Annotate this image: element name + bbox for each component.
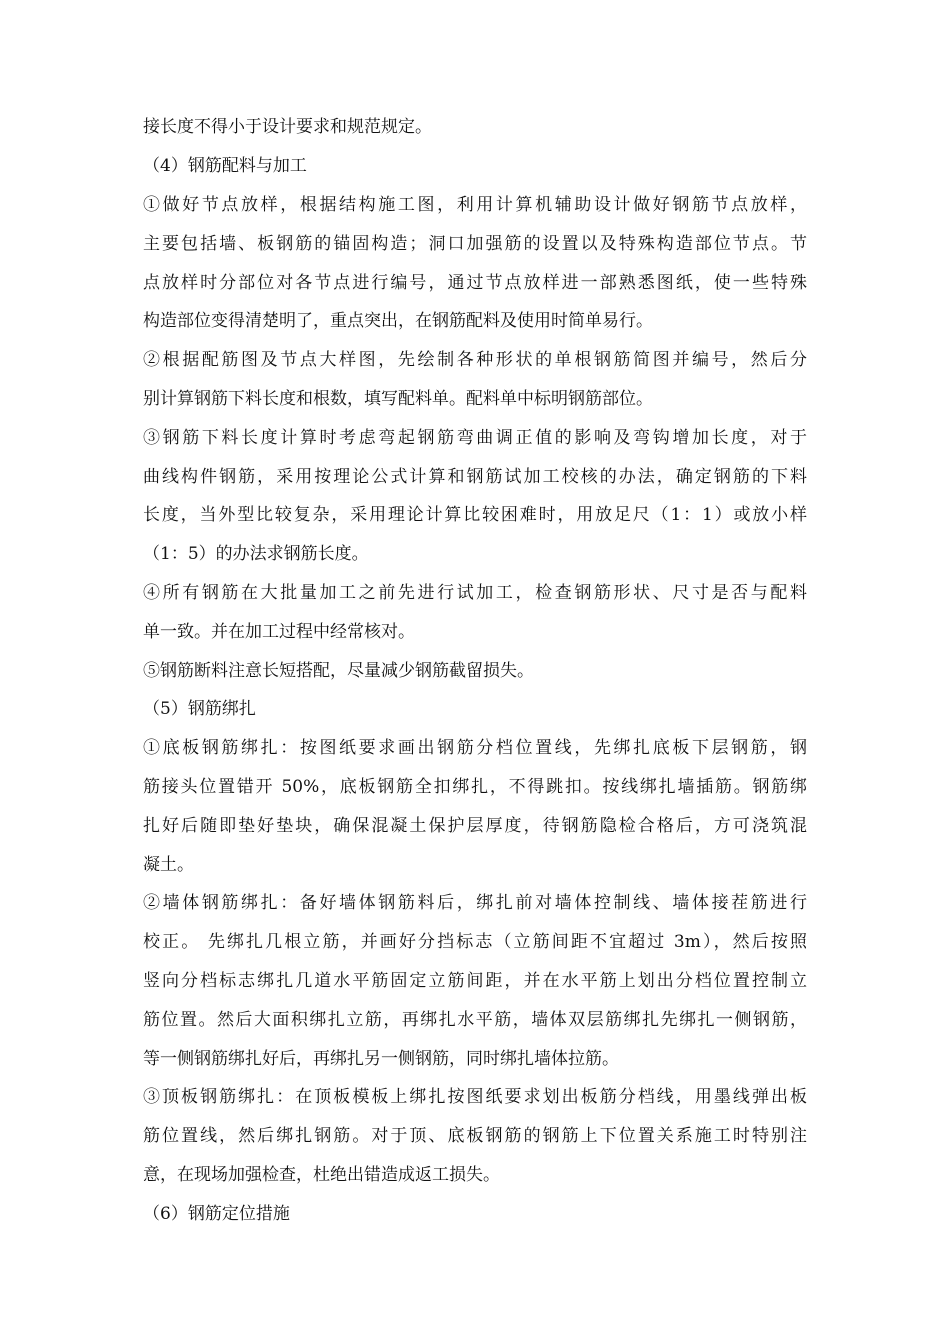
text-line: （1：5）的办法求钢筋长度。 — [143, 544, 369, 564]
text-line: ①做好节点放样，根据结构施工图，利用计算机辅助设计做好钢筋节点放样， — [143, 195, 807, 215]
text-line: 扎好后随即垫好垫块，确保混凝土保护层厚度，待钢筋隐检合格后，方可浇筑混 — [143, 816, 807, 836]
text-line: 校正。 先绑扎几根立筋，并画好分挡标志（立筋间距不宜超过 3m），然后按照 — [143, 932, 807, 952]
text-line: 单一致。并在加工过程中经常核对。 — [143, 622, 415, 642]
section-heading: （4）钢筋配料与加工 — [143, 156, 307, 176]
text-line: ③顶板钢筋绑扎：在顶板模板上绑扎按图纸要求划出板筋分档线，用墨线弹出板 — [143, 1087, 807, 1107]
text-line: ④所有钢筋在大批量加工之前先进行试加工，检查钢筋形状、尺寸是否与配料 — [143, 583, 807, 603]
text-line: ①底板钢筋绑扎：按图纸要求画出钢筋分档位置线，先绑扎底板下层钢筋，钢 — [143, 738, 807, 758]
text-line: 构造部位变得清楚明了，重点突出，在钢筋配料及使用时简单易行。 — [143, 311, 653, 331]
text-line: 主要包括墙、板钢筋的锚固构造；洞口加强筋的设置以及特殊构造部位节点。节 — [143, 234, 807, 254]
text-line: 凝土。 — [143, 855, 194, 875]
section-heading: （5）钢筋绑扎 — [143, 699, 256, 719]
text-line: 接长度不得小于设计要求和规范规定。 — [143, 117, 432, 137]
text-line: 竖向分档标志绑扎几道水平筋固定立筋间距，并在水平筋上划出分档位置控制立 — [143, 971, 807, 991]
text-line: 别计算钢筋下料长度和根数，填写配料单。配料单中标明钢筋部位。 — [143, 389, 653, 409]
text-line: 筋接头位置错开 50%，底板钢筋全扣绑扎，不得跳扣。按线绑扎墙插筋。钢筋绑 — [143, 777, 807, 797]
section-heading: （6）钢筋定位措施 — [143, 1204, 290, 1224]
text-line: 筋位置。然后大面积绑扎立筋，再绑扎水平筋，墙体双层筋绑扎先绑扎一侧钢筋， — [143, 1010, 807, 1030]
text-line: 意，在现场加强检查，杜绝出错造成返工损失。 — [143, 1165, 500, 1185]
text-line: 曲线构件钢筋，采用按理论公式计算和钢筋试加工校核的办法，确定钢筋的下料 — [143, 467, 807, 487]
text-line: 等一侧钢筋绑扎好后，再绑扎另一侧钢筋，同时绑扎墙体拉筋。 — [143, 1049, 619, 1069]
text-line: ⑤钢筋断料注意长短搭配，尽量减少钢筋截留损失。 — [143, 661, 534, 681]
text-line: 点放样时分部位对各节点进行编号，通过节点放样进一部熟悉图纸，使一些特殊 — [143, 273, 807, 293]
text-line: 筋位置线，然后绑扎钢筋。对于顶、底板钢筋的钢筋上下位置关系施工时特别注 — [143, 1126, 807, 1146]
text-line: 长度，当外型比较复杂，采用理论计算比较困难时，用放足尺（1：1）或放小样 — [143, 505, 807, 525]
text-line: ②墙体钢筋绑扎：备好墙体钢筋料后，绑扎前对墙体控制线、墙体接茬筋进行 — [143, 893, 807, 913]
text-line: ③钢筋下料长度计算时考虑弯起钢筋弯曲调正值的影响及弯钩增加长度，对于 — [143, 428, 807, 448]
text-line: ②根据配筋图及节点大样图，先绘制各种形状的单根钢筋简图并编号，然后分 — [143, 350, 807, 370]
